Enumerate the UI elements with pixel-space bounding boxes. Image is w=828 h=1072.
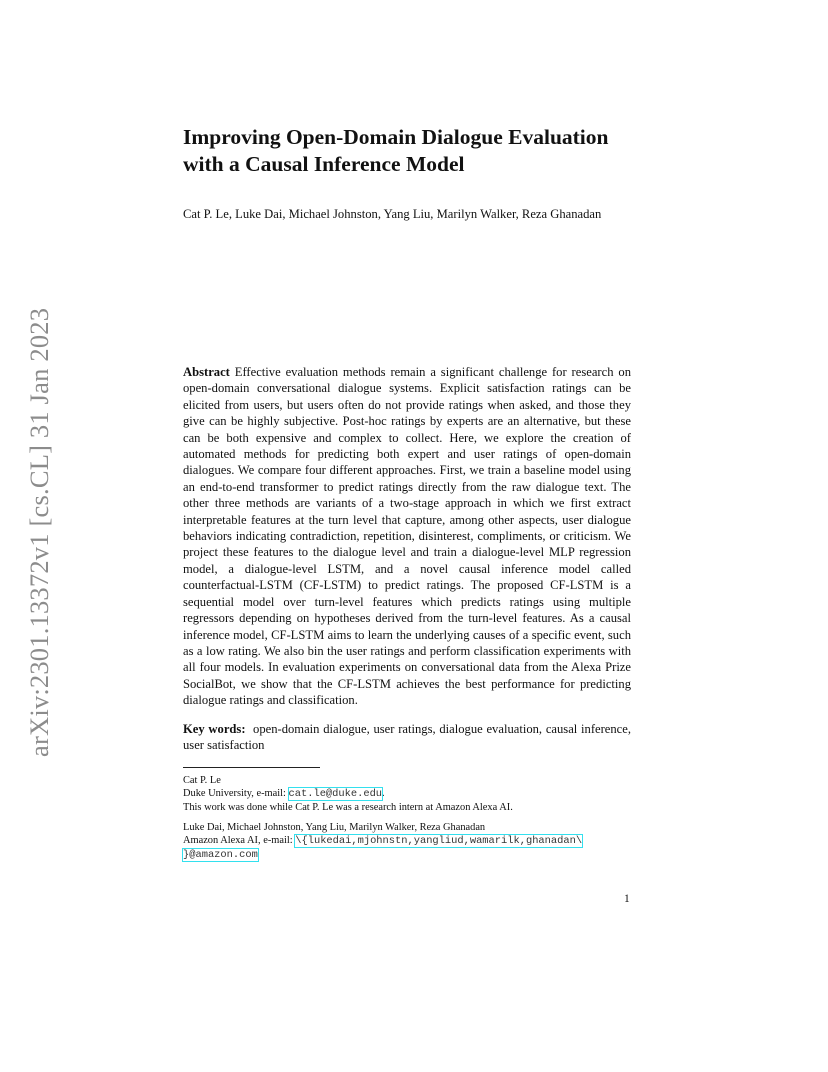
footnote-author-name: Cat P. Le <box>183 775 221 786</box>
footnote-affiliation <box>183 787 643 801</box>
email-link[interactable]: \{lukedai,mjohnstn,yangliud,wamarilk,ghanadan\ <box>295 835 583 847</box>
footnote-divider <box>183 767 320 768</box>
abstract-label: Abstract <box>183 365 230 379</box>
footnote-note: This work was done while Cat P. Le was a research intern at Amazon Alexa AI. <box>183 802 513 813</box>
abstract <box>183 364 631 709</box>
email-link[interactable]: }@amazon.com <box>183 849 258 861</box>
keywords-text: open-domain dialogue, user ratings, dialogue evaluation, causal inference, user satisfaction <box>183 722 632 753</box>
page-number: 1 <box>624 893 630 905</box>
footnote-email-continuation <box>183 848 643 862</box>
footnote-coauthors <box>183 821 643 862</box>
footnote-first-author <box>183 774 643 814</box>
keywords-label: Key words: <box>183 722 246 736</box>
title-line-1: Improving Open-Domain Dialogue Evaluation <box>183 125 609 149</box>
abstract-text: Effective evaluation methods remain a significant challenge for research on open-domain conversational dialogue systems. Explicit satisfaction ratings can be elicited from users, but users often do not provide ratings when asked, and those they give can be highly subjective. Post-hoc ratings by experts are an alternative, but these can be both expensive and complex to collect. Here, we explore the creation of automated methods for predicting both expert and user ratings of open-domain dialogues. We compare four different approaches. First, we train a baseline model using an end-to-end transformer to predict ratings directly from the raw dialogue text. The other three methods are variants of a two-stage approach in which we first extract interpretable features at the turn level that capture, among other aspects, user dialogue behaviors indicating contradiction, repetition, disinterest, compliments, or criticism. We project these features to the dialogue level and train a dialogue-level MLP regression model, a dialogue-level LSTM, and a novel causal inference model called counterfactual-LSTM (CF-LSTM) to predict ratings. The proposed CF-LSTM is a sequential model over turn-level features which predicts ratings using multiple regressors depending on hypotheses derived from the turn-level features. As a causal inference model, CF-LSTM aims to learn the underlying causes of a specific event, such as a low rating. We also bin the user ratings and perform classification experiments with all four models. In evaluation experiments on conversational data from the Alexa Prize SocialBot, we show that the CF-LSTM achieves the best performance for predicting dialogue ratings and classification. <box>183 365 631 708</box>
affiliation-suffix: . <box>382 788 385 799</box>
footnote-coauthor-names: Luke Dai, Michael Johnston, Yang Liu, Marilyn Walker, Reza Ghanadan <box>183 822 486 833</box>
title-line-2: with a Causal Inference Model <box>183 152 465 176</box>
affiliation-text: Duke University, e-mail: <box>183 788 289 799</box>
paper-title <box>183 124 643 178</box>
email-link[interactable]: cat.le@duke.edu <box>288 788 383 800</box>
affiliation-text: Amazon Alexa AI, e-mail: <box>183 835 296 846</box>
author-list: Cat P. Le, Luke Dai, Michael Johnston, Yang Liu, Marilyn Walker, Reza Ghanadan <box>183 207 602 221</box>
footnote-coauthor-affiliation <box>183 834 643 848</box>
arxiv-identifier: arXiv:2301.13372v1 [cs.CL] 31 Jan 2023 <box>24 307 54 757</box>
keywords <box>183 721 631 754</box>
